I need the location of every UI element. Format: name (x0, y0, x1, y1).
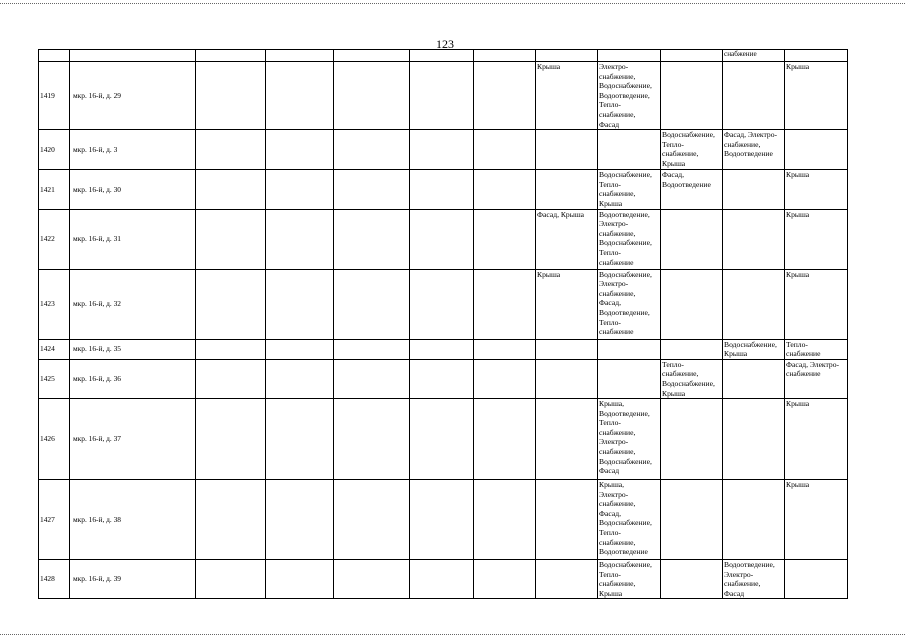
row-number: 1428 (39, 560, 70, 599)
empty-cell (334, 62, 410, 130)
table-row (39, 62, 848, 130)
empty-cell (196, 209, 266, 269)
address-cell: мкр. 16-й, д. 37 (70, 399, 196, 480)
works-cell (536, 359, 598, 398)
empty-cell (410, 359, 474, 398)
empty-cell (474, 480, 536, 560)
works-cell (661, 560, 723, 599)
empty-cell (334, 209, 410, 269)
empty-cell (474, 359, 536, 398)
repair-schedule-table (38, 49, 848, 599)
empty-cell (334, 170, 410, 209)
empty-cell (266, 359, 334, 398)
works-cell (598, 359, 661, 398)
works-cell: Крыша (785, 62, 848, 130)
row-number: 1425 (39, 359, 70, 398)
works-cell (785, 560, 848, 599)
empty-cell (266, 560, 334, 599)
empty-cell (474, 339, 536, 359)
address-cell: мкр. 16-й, д. 39 (70, 560, 196, 599)
scan-edge-top (0, 3, 905, 4)
works-cell (723, 170, 785, 209)
works-cell: Водоотведение, Электро- снабжение, Фасад (723, 560, 785, 599)
empty-cell (196, 399, 266, 480)
table-row (39, 209, 848, 269)
works-cell (536, 339, 598, 359)
empty-cell (266, 209, 334, 269)
works-cell (723, 359, 785, 398)
works-cell (661, 339, 723, 359)
empty-cell (474, 170, 536, 209)
empty-cell (474, 209, 536, 269)
works-cell: Фасад, Электро- снабжение (785, 359, 848, 398)
works-cell: Крыша (785, 399, 848, 480)
address-cell: мкр. 16-й, д. 31 (70, 209, 196, 269)
empty-cell (334, 269, 410, 339)
empty-cell (410, 62, 474, 130)
carryover-cell: снабжение (723, 50, 785, 62)
works-cell: Тепло- снабжение, Водоснабжение, Крыша (661, 359, 723, 398)
empty-cell (410, 399, 474, 480)
empty-cell (266, 62, 334, 130)
row-number: 1422 (39, 209, 70, 269)
table-row (39, 269, 848, 339)
empty-cell (334, 399, 410, 480)
address-cell: мкр. 16-й, д. 36 (70, 359, 196, 398)
empty-cell (196, 339, 266, 359)
works-cell (536, 170, 598, 209)
works-cell: Крыша (785, 170, 848, 209)
row-number: 1426 (39, 399, 70, 480)
works-cell (536, 480, 598, 560)
works-cell: Водоснабжение, Тепло- снабжение, Крыша (661, 130, 723, 170)
empty-cell (196, 480, 266, 560)
works-cell: Фасад, Водоотведение (661, 170, 723, 209)
empty-cell (474, 130, 536, 170)
empty-cell (410, 269, 474, 339)
empty-cell (266, 480, 334, 560)
empty-cell (474, 399, 536, 480)
empty-cell (196, 269, 266, 339)
works-cell: Крыша (785, 269, 848, 339)
page-number: 123 (436, 37, 454, 51)
row-number: 1423 (39, 269, 70, 339)
empty-cell (410, 209, 474, 269)
works-cell (536, 130, 598, 170)
empty-cell (266, 399, 334, 480)
works-cell: Водоснабжение, Крыша (723, 339, 785, 359)
table-row (39, 339, 848, 359)
address-cell: мкр. 16-й, д. 30 (70, 170, 196, 209)
works-cell: Фасад, Электро- снабжение, Водоотведение (723, 130, 785, 170)
address-cell: мкр. 16-й, д. 3 (70, 130, 196, 170)
address-cell: мкр. 16-й, д. 29 (70, 62, 196, 130)
works-cell (723, 209, 785, 269)
empty-cell (410, 480, 474, 560)
empty-cell (334, 359, 410, 398)
row-number: 1421 (39, 170, 70, 209)
empty-cell (410, 560, 474, 599)
empty-cell (410, 130, 474, 170)
works-cell: Водоснабжение, Тепло- снабжение, Крыша (598, 170, 661, 209)
works-cell (661, 62, 723, 130)
works-cell (598, 130, 661, 170)
empty-cell (196, 62, 266, 130)
address-cell: мкр. 16-й, д. 38 (70, 480, 196, 560)
works-cell (723, 62, 785, 130)
carryover-row (39, 50, 848, 62)
table-row (39, 359, 848, 398)
row-number: 1419 (39, 62, 70, 130)
works-cell (598, 339, 661, 359)
table-row (39, 560, 848, 599)
empty-cell (196, 560, 266, 599)
works-cell: Водоснабжение, Тепло- снабжение, Крыша (598, 560, 661, 599)
empty-cell (474, 62, 536, 130)
empty-cell (266, 269, 334, 339)
empty-cell (334, 339, 410, 359)
empty-cell (334, 130, 410, 170)
address-cell: мкр. 16-й, д. 32 (70, 269, 196, 339)
table-row (39, 399, 848, 480)
works-cell: Крыша (785, 209, 848, 269)
empty-cell (474, 560, 536, 599)
table-row (39, 170, 848, 209)
empty-cell (266, 339, 334, 359)
works-cell: Крыша, Водоотведение, Тепло- снабжение, Электро- снабжение, Водоснабжение, Фасад (598, 399, 661, 480)
works-cell (723, 480, 785, 560)
empty-cell (196, 170, 266, 209)
works-cell (661, 399, 723, 480)
works-cell (661, 269, 723, 339)
empty-cell (196, 359, 266, 398)
works-cell (723, 269, 785, 339)
row-number: 1420 (39, 130, 70, 170)
row-number: 1424 (39, 339, 70, 359)
works-cell: Крыша (536, 269, 598, 339)
table-row (39, 130, 848, 170)
works-cell: Крыша (785, 480, 848, 560)
empty-cell (266, 170, 334, 209)
works-cell: Водоснабжение, Электро- снабжение, Фасад, Водоотведение, Тепло- снабжение (598, 269, 661, 339)
table-row (39, 480, 848, 560)
row-number: 1427 (39, 480, 70, 560)
address-cell: мкр. 16-й, д. 35 (70, 339, 196, 359)
empty-cell (196, 130, 266, 170)
empty-cell (266, 130, 334, 170)
works-cell: Крыша (536, 62, 598, 130)
empty-cell (334, 560, 410, 599)
empty-cell (410, 170, 474, 209)
works-cell (723, 399, 785, 480)
works-cell (536, 560, 598, 599)
works-cell: Крыша, Электро- снабжение, Фасад, Водоснабжение, Тепло- снабжение, Водоотведение (598, 480, 661, 560)
empty-cell (334, 480, 410, 560)
works-cell: Электро- снабжение, Водоснабжение, Водоотведение, Тепло- снабжение, Фасад (598, 62, 661, 130)
works-cell: Водоотведение, Электро- снабжение, Водоснабжение, Тепло- снабжение (598, 209, 661, 269)
works-cell: Тепло- снабжение (785, 339, 848, 359)
works-cell (661, 209, 723, 269)
works-cell: Фасад, Крыша (536, 209, 598, 269)
works-cell (661, 480, 723, 560)
works-cell (785, 130, 848, 170)
works-cell (536, 399, 598, 480)
empty-cell (410, 339, 474, 359)
empty-cell (474, 269, 536, 339)
scan-edge-bottom (0, 634, 905, 635)
